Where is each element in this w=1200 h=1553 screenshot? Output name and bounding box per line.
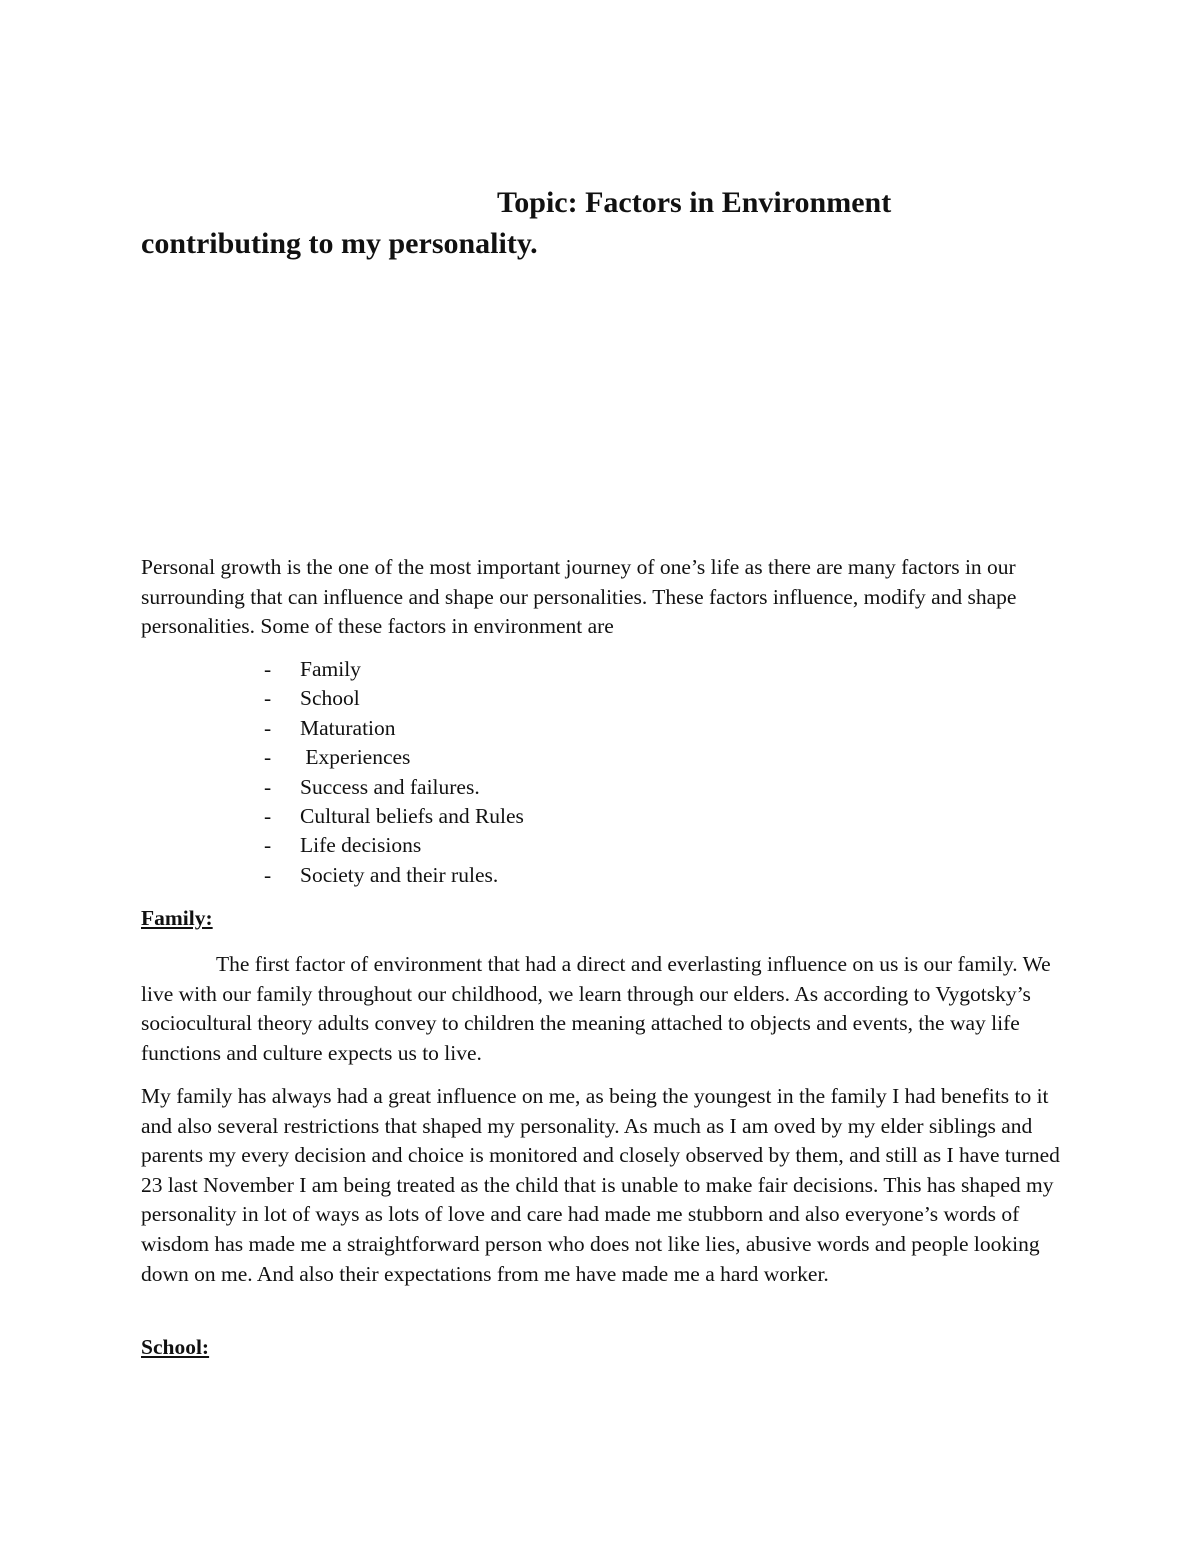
document-title-line-2: contributing to my personality.	[141, 227, 538, 260]
list-dash: -	[264, 804, 272, 829]
list-item	[262, 684, 524, 713]
list-dash: -	[264, 657, 272, 681]
family-paragraph-2: My family has always had a great influence on me, as being the youngest in the family I had benefits to it and also several restrictions that shaped my personality. As much as I am oved by my elder siblings and parents my every decision and choice is monitored and closely observed by them, and still as I have turned 23 last November I am being treated as the child that is unable to make fair decisions. This has shaped my personality in lot of ways as lots of love and care had made me stubborn and also everyone’s words of wisdom has made me a straightforward person who does not like lies, abusive words and people looking down on me. And also their expectations from me have made me a hard worker.	[141, 1084, 1060, 1286]
list-item	[262, 831, 524, 860]
list-item-text: School	[300, 686, 360, 711]
list-item	[262, 743, 524, 772]
list-dash: -	[264, 686, 272, 711]
school-heading: School:	[141, 1335, 210, 1359]
list-item-text: Cultural beliefs and Rules	[300, 804, 524, 829]
document-title-line-1: Topic: Factors in Environment	[497, 186, 892, 219]
list-item	[262, 802, 524, 831]
list-item	[262, 655, 524, 684]
list-item-text: Life decisions	[300, 833, 422, 858]
list-item	[262, 773, 524, 802]
intro-paragraph: Personal growth is the one of the most important journey of one’s life as there are many factors in our surrounding that can influence and shape our personalities. These factors influence, modify and shape personalities. Some of these factors in environment are	[141, 555, 1017, 639]
family-heading: Family:	[141, 906, 213, 930]
list-item-text: Maturation	[300, 715, 396, 740]
list-item	[262, 714, 524, 743]
list-dash: -	[264, 833, 272, 858]
factor-list	[262, 655, 524, 890]
list-item-text: Success and failures.	[300, 774, 480, 799]
list-dash: -	[264, 715, 272, 740]
family-paragraph-1: The first factor of environment that had a direct and everlasting influence on us is our family. We live with our family throughout our childhood, we learn through our elders. As according to Vygotsky’s sociocultural theory adults convey to children the meaning attached to objects and events, the way life functions and culture expects us to live.	[141, 952, 1051, 1065]
list-item-text: Society and their rules.	[300, 862, 499, 887]
list-item	[262, 861, 524, 890]
list-dash: -	[264, 745, 272, 770]
list-dash: -	[264, 774, 272, 799]
list-item-text: Experiences	[300, 745, 411, 770]
list-item-text: Family	[300, 657, 361, 681]
list-dash: -	[264, 862, 272, 887]
